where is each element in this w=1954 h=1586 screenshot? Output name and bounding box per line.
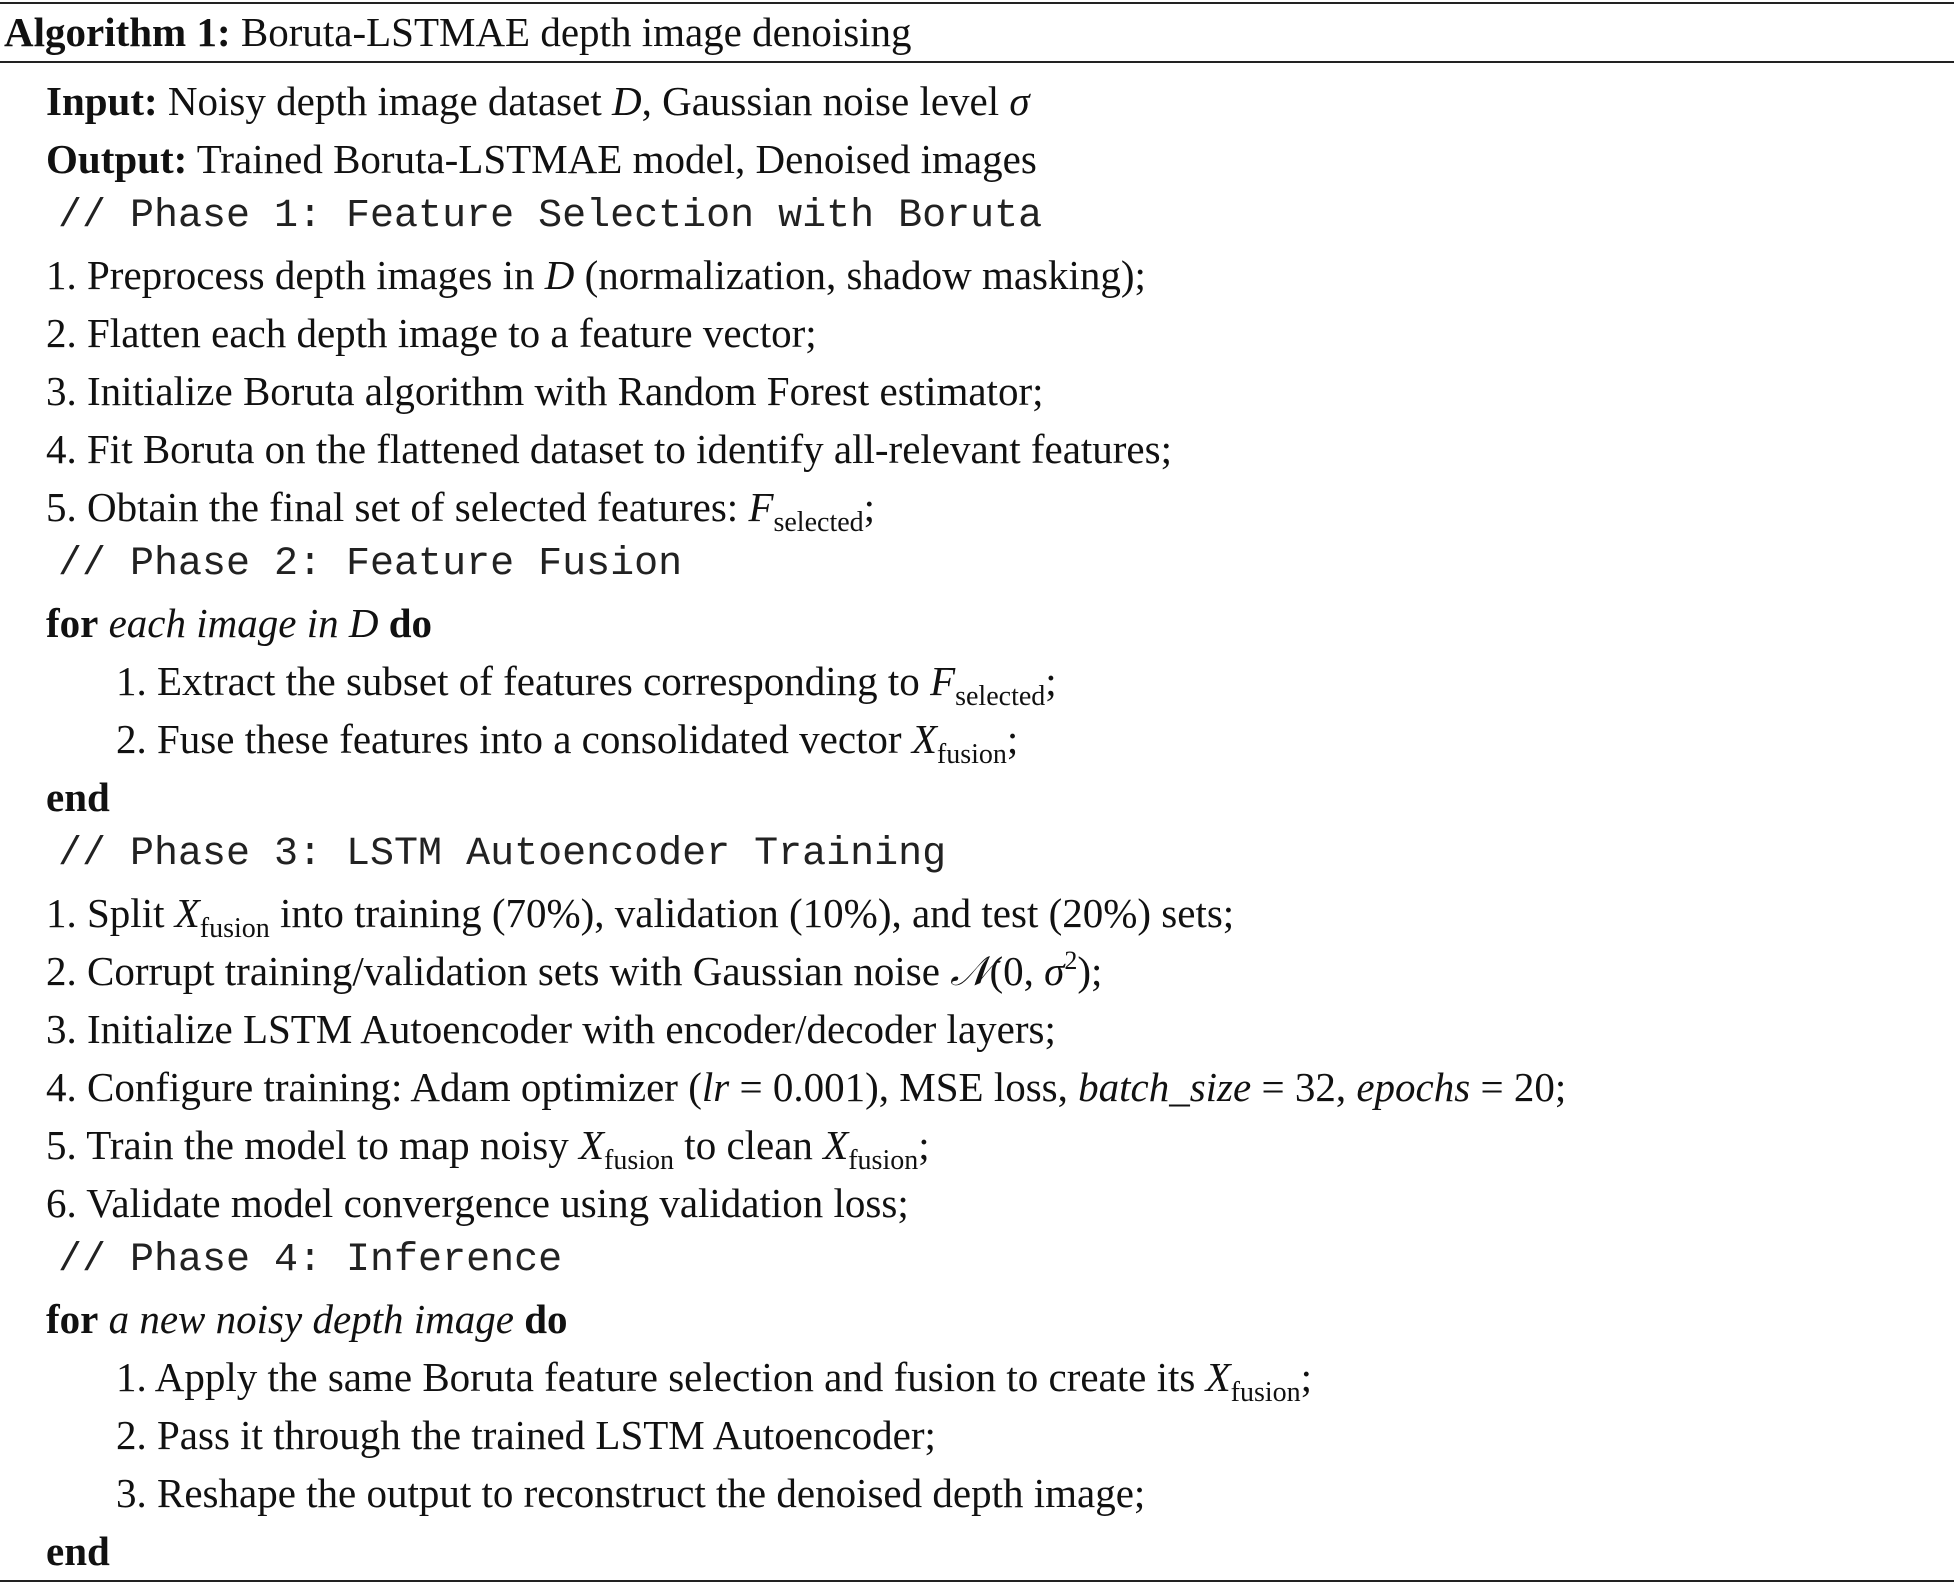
phase3-step2-text: 2. Corrupt training/validation sets with Gaussian noise bbox=[46, 948, 940, 994]
input-var-d: D bbox=[611, 78, 642, 124]
phase3-step2-sigma: σ bbox=[1044, 948, 1065, 994]
output-keyword: Output: bbox=[46, 136, 188, 182]
phase3-step5-end: ; bbox=[918, 1122, 930, 1168]
phase1-step1-var: D bbox=[544, 252, 575, 298]
phase4-step1-var: X bbox=[1205, 1354, 1231, 1400]
phase4-step1-end: ; bbox=[1300, 1354, 1313, 1400]
phase2-step1 bbox=[116, 656, 1057, 712]
phase2-comment: // Phase 2: Feature Fusion bbox=[58, 542, 683, 587]
phase4-for-line bbox=[46, 1294, 568, 1344]
phase3-step4-epochs: epochs bbox=[1356, 1064, 1471, 1110]
input-var-sigma: σ bbox=[1009, 78, 1030, 124]
phase3-step3: 3. Initialize LSTM Autoencoder with encoder/decoder layers; bbox=[46, 1006, 1056, 1052]
input-line bbox=[46, 76, 1030, 126]
algorithm-title-text: Boruta-LSTMAE depth image denoising bbox=[240, 9, 912, 55]
phase3-step4-text: 4. Configure training: Adam optimizer ( bbox=[46, 1064, 702, 1110]
phase1-step5-end: ; bbox=[863, 484, 876, 530]
phase3-step1-text-b: into training (70%), validation (10%), and test (20%) sets; bbox=[280, 890, 1235, 936]
phase2-step2 bbox=[116, 714, 1018, 770]
phase2-for-keyword: for bbox=[46, 600, 99, 646]
phase2-do-keyword: do bbox=[388, 600, 433, 646]
output-text: Trained Boruta-LSTMAE model, Denoised images bbox=[196, 136, 1037, 182]
phase3-step5-var1: X bbox=[579, 1122, 605, 1168]
phase3-step6: 6. Validate model convergence using validation loss; bbox=[46, 1180, 909, 1226]
phase4-comment: // Phase 4: Inference bbox=[58, 1238, 563, 1283]
input-text-a: Noisy depth image dataset bbox=[167, 78, 602, 124]
phase3-step4-text-b: = 0.001), MSE loss, bbox=[739, 1064, 1068, 1110]
phase2-end-keyword: end bbox=[46, 774, 110, 820]
phase3-step5-text: 5. Train the model to map noisy bbox=[46, 1122, 569, 1168]
phase4-for-condition: a new noisy depth image bbox=[108, 1296, 514, 1342]
phase3-step5 bbox=[46, 1120, 930, 1176]
phase1-step5-sub: selected bbox=[773, 507, 864, 538]
phase2-step1-sub: selected bbox=[955, 681, 1046, 712]
phase3-step4-batch: batch_size bbox=[1078, 1064, 1252, 1110]
phase3-step2-normal: 𝒩 bbox=[950, 948, 990, 994]
phase4-step2: 2. Pass it through the trained LSTM Autoencoder; bbox=[116, 1412, 936, 1458]
phase2-for-line bbox=[46, 598, 432, 648]
phase4-for-keyword: for bbox=[46, 1296, 99, 1342]
phase3-step5-sub2: fusion bbox=[848, 1145, 919, 1176]
phase1-step2: 2. Flatten each depth image to a feature vector; bbox=[46, 310, 817, 356]
phase3-step4-text-d: = 20; bbox=[1480, 1064, 1567, 1110]
phase3-step5-var2: X bbox=[823, 1122, 849, 1168]
phase3-step5-sub1: fusion bbox=[604, 1145, 675, 1176]
phase3-step2 bbox=[46, 946, 1102, 1002]
phase3-step2-sup: 2 bbox=[1064, 946, 1078, 975]
phase3-step4 bbox=[46, 1062, 1566, 1112]
phase4-do-keyword: do bbox=[524, 1296, 568, 1342]
phase1-step3: 3. Initialize Boruta algorithm with Random Forest estimator; bbox=[46, 368, 1044, 414]
phase2-step2-sub: fusion bbox=[936, 739, 1007, 770]
input-keyword: Input: bbox=[46, 78, 158, 124]
phase3-step2-open: (0, bbox=[989, 948, 1034, 994]
phase1-step4: 4. Fit Boruta on the flattened dataset to identify all-relevant features; bbox=[46, 426, 1172, 472]
phase4-step1-sub: fusion bbox=[1230, 1377, 1301, 1408]
phase4-step1-text: 1. Apply the same Boruta feature selection and fusion to create its bbox=[116, 1354, 1196, 1400]
phase3-step4-lr: lr bbox=[701, 1064, 730, 1110]
phase3-step1-var: X bbox=[174, 890, 200, 936]
phase2-step2-var: X bbox=[911, 716, 937, 762]
title-rule bbox=[0, 61, 1954, 63]
phase3-step5-text-b: to clean bbox=[684, 1122, 813, 1168]
phase4-end-keyword: end bbox=[46, 1528, 110, 1574]
algorithm-title bbox=[4, 4, 912, 60]
phase3-step2-close: ); bbox=[1077, 948, 1103, 994]
phase4-step3: 3. Reshape the output to reconstruct the denoised depth image; bbox=[116, 1470, 1146, 1516]
input-text-b: , Gaussian noise level bbox=[641, 78, 1000, 124]
algorithm-label: Algorithm 1: bbox=[4, 9, 231, 55]
phase1-step1-text-b: (normalization, shadow masking); bbox=[584, 252, 1146, 298]
phase2-for-condition: each image in D bbox=[108, 600, 379, 646]
phase3-step1-sub: fusion bbox=[199, 913, 270, 944]
phase3-comment: // Phase 3: LSTM Autoencoder Training bbox=[58, 832, 947, 877]
phase1-step1 bbox=[46, 250, 1146, 300]
phase2-step1-text: 1. Extract the subset of features corresponding to bbox=[116, 658, 920, 704]
phase2-step1-var: F bbox=[930, 658, 956, 704]
output-line bbox=[46, 134, 1037, 184]
phase1-step5-text: 5. Obtain the final set of selected features: bbox=[46, 484, 739, 530]
phase1-step5-var: F bbox=[748, 484, 774, 530]
phase3-step1-text: 1. Split bbox=[46, 890, 165, 936]
phase3-step4-text-c: = 32, bbox=[1261, 1064, 1347, 1110]
phase1-step5 bbox=[46, 482, 875, 538]
phase3-step1 bbox=[46, 888, 1234, 944]
phase1-step1-text: 1. Preprocess depth images in bbox=[46, 252, 535, 298]
phase1-comment: // Phase 1: Feature Selection with Boruta bbox=[58, 194, 1043, 239]
phase2-step1-end: ; bbox=[1045, 658, 1057, 704]
bottom-rule bbox=[0, 1580, 1954, 1582]
phase4-step1 bbox=[116, 1352, 1312, 1408]
phase2-step2-text: 2. Fuse these features into a consolidated vector bbox=[116, 716, 902, 762]
phase2-step2-end: ; bbox=[1006, 716, 1019, 762]
